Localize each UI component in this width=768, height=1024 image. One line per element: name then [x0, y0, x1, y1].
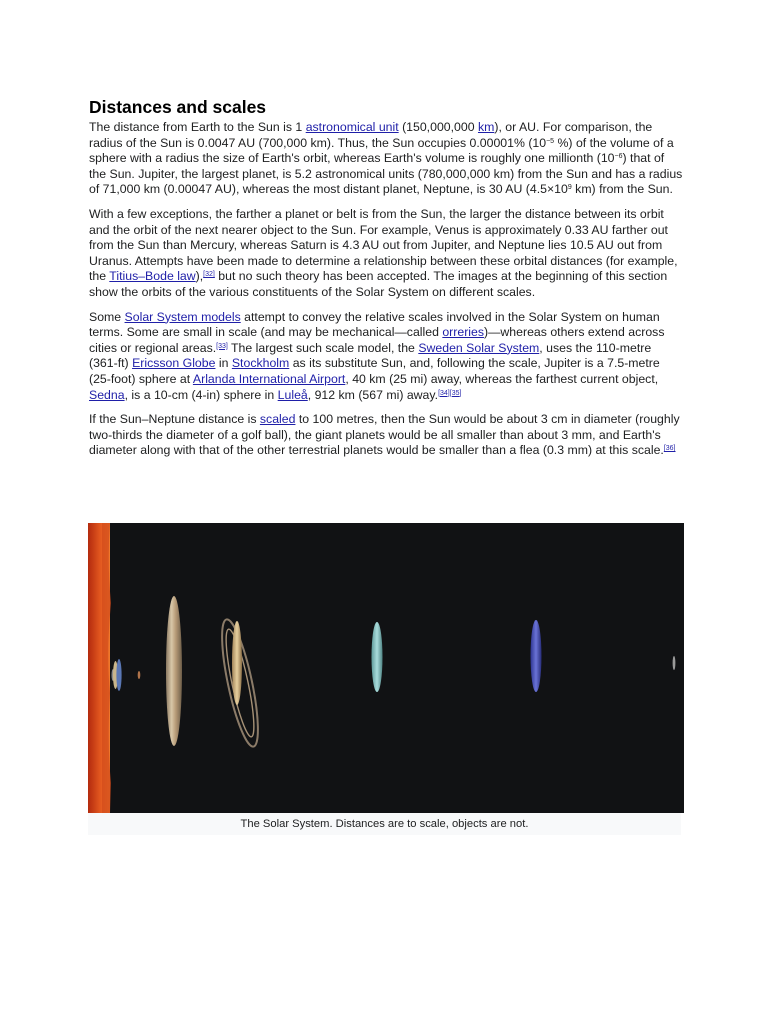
paragraph-1: The distance from Earth to the Sun is 1 astronomical unit (150,000,000 km), or AU. For comparison, the radius of the Sun is 0.0047 AU (700,000 km). Thus, the Sun occupies 0.00001% ($10^{-5}$ %) of the volume of a sphere with a radius the size of Earth's orbit, whereas Earth's volume is roughly one millionth $(10^{-6})$ that of the Sun. Jupiter, the largest planet, is 5.2 astronomical units (780,000,000 km) from the Sun and has a radius of 71,000 km (0.00047 AU), whereas the most distant planet, Neptune, is 30 AU ($4.5\times 10^9$ km) from the Sun. [89, 120, 683, 197]
figure-caption: The Solar System. Distances are to scale, objects are not. [88, 813, 681, 835]
link-orreries[interactable]: orreries [442, 325, 485, 340]
citation-35[interactable]: [35] [449, 389, 462, 397]
paragraph-3: Some Solar System models attempt to convey the relative scales involved in the Solar System on human terms. Some are small in scale (and may be mechanical—called orreries)—whereas others extend across cities or regional areas.[33] The largest such scale model, the Sweden Solar System, uses the 110-metre (361-ft) Ericsson Globe in Stockholm as its substitute Sun, and, following the scale, Jupiter is a 7.5-metre (25-foot) sphere at Arlanda International Airport, 40 km (25 mi) away, whereas the farthest current object, Sedna, is a 10-cm (4-in) sphere in Luleå, 912 km (567 mi) away.[34][35] [89, 309, 665, 402]
link-solar-system-models[interactable]: Solar System models [124, 309, 241, 324]
link-km[interactable]: km [477, 120, 495, 134]
citation-32[interactable]: [32] [203, 271, 215, 279]
exponent: −5 [546, 137, 555, 145]
link-sweden-solar-system[interactable]: Sweden Solar System [418, 340, 540, 355]
paragraph-4: If the Sun–Neptune distance is scaled to 100 metres, then the Sun would be about 3 cm in diameter (roughly two-thirds the diameter of a golf ball), the giant planets would be all smaller than about 3 mm, and Earth's diameter along with that of the other terrestrial planets would be smaller than a flea (0.3 mm) at this scale.[36] [89, 412, 680, 458]
link-sedna[interactable]: Sedna [89, 387, 125, 402]
link-scaled[interactable]: scaled [259, 412, 296, 427]
link-ericsson-globe[interactable]: Ericsson Globe [132, 356, 216, 371]
solar-system-image[interactable] [88, 523, 684, 813]
link-arlanda-international-airport[interactable]: Arlanda International Airport [192, 371, 346, 386]
solar-system-figure [88, 523, 684, 835]
uranus [372, 622, 383, 692]
jupiter [166, 596, 182, 746]
paragraph-2: With a few exceptions, the farther a planet or belt is from the Sun, the larger the distance between its orbit and the orbit of the next nearer object to the Sun. For example, Venus is approximately 0.33 AU farther out from the Sun than Mercury, whereas Saturn is 4.3 AU out from Jupiter, and Neptune lies 10.5 AU out from Uranus. Attempts have been made to determine a relationship between these orbital distances (for example, the Titius–Bode law),[32] but no such theory has been accepted. The images at the beginning of this section show the orbits of the various constituents of the Solar System on different scales. [89, 206, 678, 299]
earth [116, 659, 121, 691]
link-stockholm[interactable]: Stockholm [231, 356, 290, 371]
mars [138, 671, 141, 679]
section-title: Distances and scales [89, 97, 267, 117]
exponent: −6 [614, 153, 623, 161]
pluto [673, 656, 676, 670]
citation-34[interactable]: [34] [438, 389, 450, 397]
exponent: 9 [567, 184, 572, 192]
link-astronomical-unit[interactable]: astronomical unit [305, 120, 399, 134]
citation-33[interactable]: [33] [216, 342, 228, 350]
article-section [89, 96, 683, 468]
neptune [531, 620, 542, 692]
link-lulea[interactable]: Luleå [277, 387, 308, 402]
saturn [232, 621, 242, 705]
citation-36[interactable]: [36] [663, 445, 676, 453]
link-titius-bode-law[interactable]: Titius–Bode law [109, 269, 196, 284]
